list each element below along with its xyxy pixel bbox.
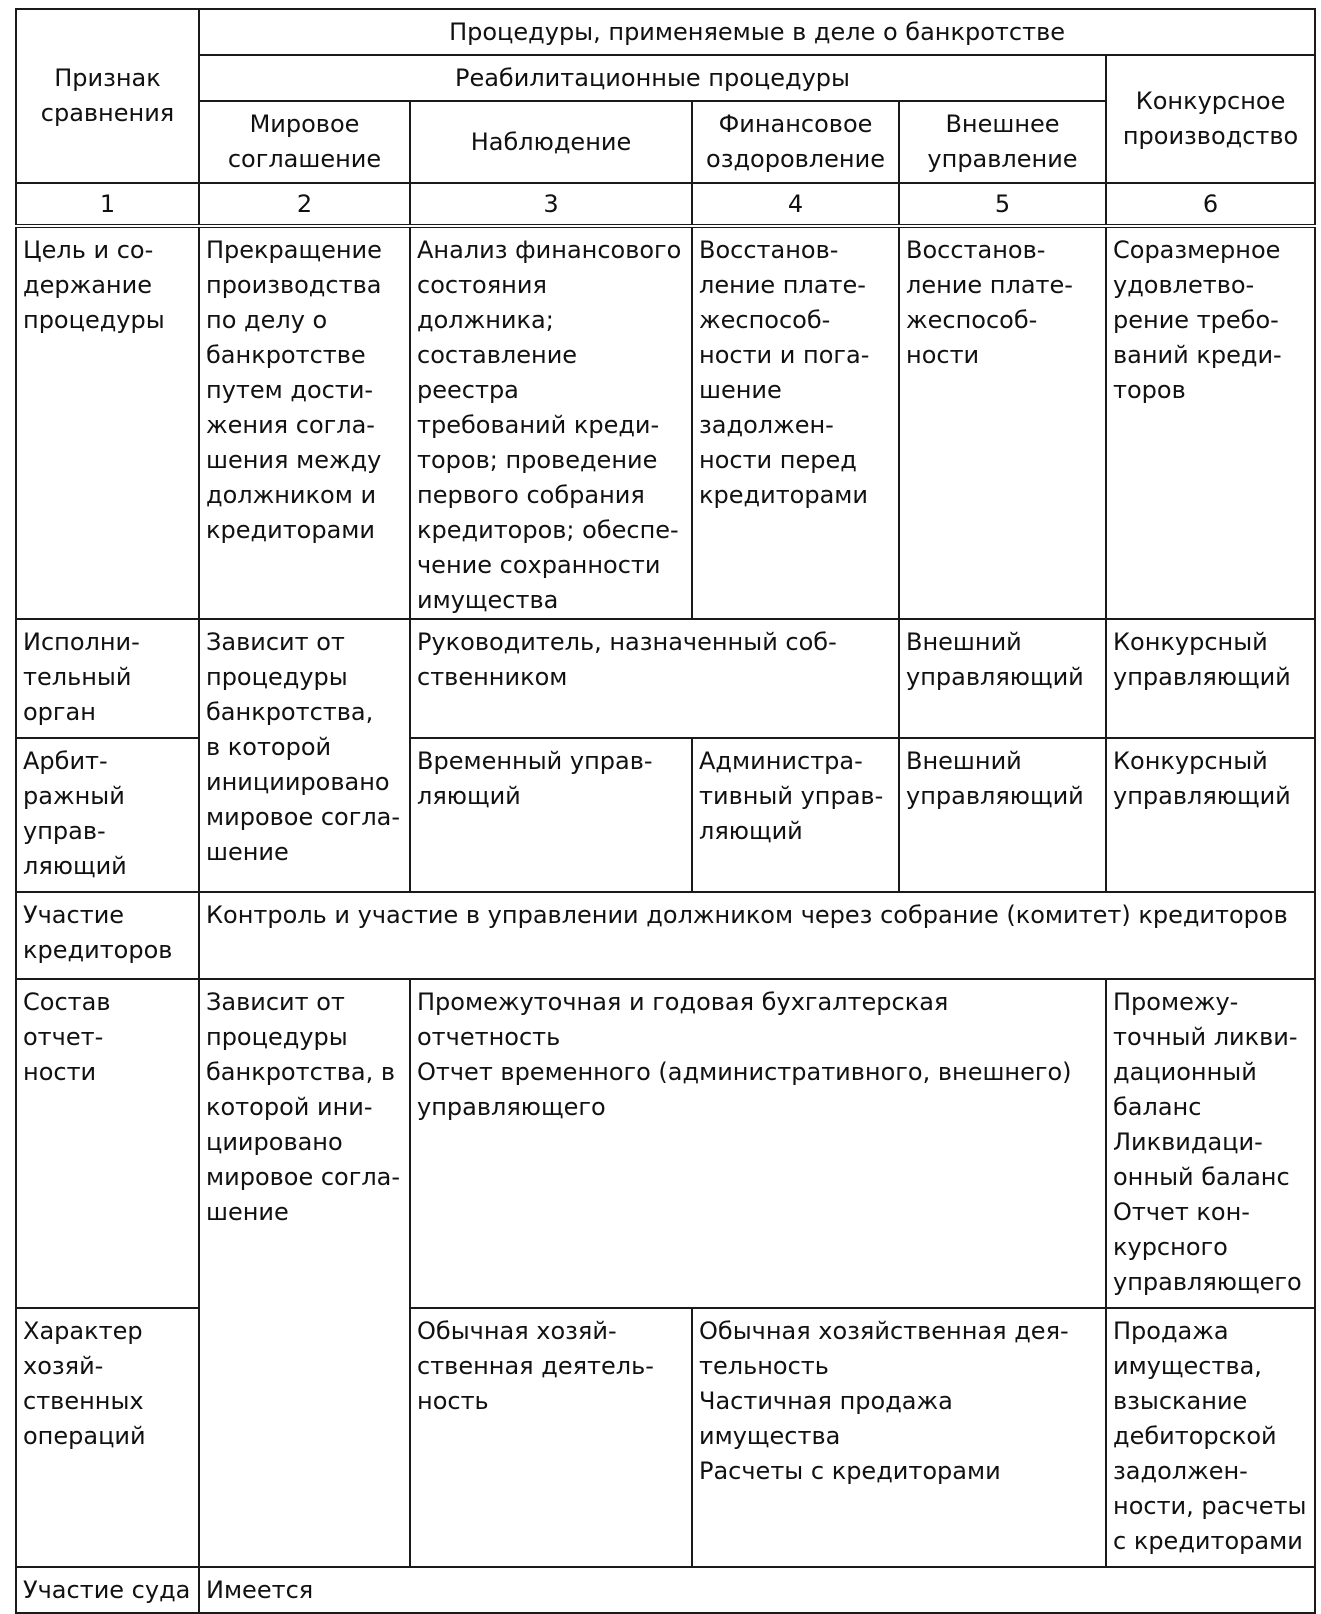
column-number: 1: [16, 183, 199, 226]
header-settlement: Мировое соглашение: [199, 101, 410, 183]
cell-goal-observation: Анализ финансового состояния должника; составление реестра требований креди- торов; проведение первого собрания кредиторов; обеспе- чение сохранности имущества: [410, 226, 692, 619]
cell-arbitration-recovery: Администра- тивный управ- ляющий: [692, 738, 899, 892]
header-rehabilitation: Реабилитационные процедуры: [199, 55, 1106, 101]
table-row: [16, 226, 1315, 619]
cell-operations-observation: Обычная хозяй- ственная деятель- ность: [410, 1308, 692, 1567]
row-label-operations: Характер хозяй- ственных операций: [16, 1308, 199, 1567]
table-row: [16, 892, 1315, 979]
row-label-reporting: Состав отчет- ности: [16, 979, 199, 1308]
table-row: [16, 1567, 1315, 1613]
cell-arbitration-observation: Временный управ- ляющий: [410, 738, 692, 892]
row-label-creditors: Участие кредиторов: [16, 892, 199, 979]
row-label-executive: Исполни- тельный орган: [16, 619, 199, 738]
header-recovery: Финансовое оздоровление: [692, 101, 899, 183]
table-row: [16, 979, 1315, 1308]
cell-operations-recovery-external: Обычная хозяйственная дея- тельность Частичная продажа имущества Расчеты с кредиторами: [692, 1308, 1106, 1567]
cell-executive-external: Внешний управляющий: [899, 619, 1106, 738]
cell-goal-external: Восстанов- ление плате- жеспособ- ности: [899, 226, 1106, 619]
cell-arbitration-external: Внешний управляющий: [899, 738, 1106, 892]
column-number: 4: [692, 183, 899, 226]
cell-executive-observation-recovery: Руководитель, назначенный соб- ственником: [410, 619, 899, 738]
cell-goal-bankruptcy: Соразмерное удовлетво- рение требо- ваний креди- торов: [1106, 226, 1315, 619]
cell-goal-settlement: Прекращение производства по делу о банкротстве путем дости- жения согла- шения между должником и кредиторами: [199, 226, 410, 619]
cell-reporting-rehabilitation: Промежуточная и годовая бухгалтерская отчетность Отчет временного (административного, внешнего) управляющего: [410, 979, 1106, 1308]
column-number: 6: [1106, 183, 1315, 226]
row-label-court: Участие суда: [16, 1567, 199, 1613]
header-observation: Наблюдение: [410, 101, 692, 183]
cell-operations-bankruptcy: Продажа имущества, взыскание дебиторской задолжен- ности, расчеты с кредиторами: [1106, 1308, 1315, 1567]
cell-reporting-settlement: Зависит от процедуры банкротства, в которой ини- циировано мировое согла- шение: [199, 979, 410, 1567]
column-number: 3: [410, 183, 692, 226]
bankruptcy-procedures-table: [15, 8, 1316, 1614]
row-label-goal: Цель и со- держание процедуры: [16, 226, 199, 619]
header-criterion: Признак сравнения: [16, 9, 199, 183]
cell-arbitration-bankruptcy: Конкурсный управляющий: [1106, 738, 1315, 892]
cell-executive-settlement: Зависит от процедуры банкротства, в которой инициировано мировое согла- шение: [199, 619, 410, 892]
row-label-arbitration: Арбит- ражный управ- ляющий: [16, 738, 199, 892]
header-bankruptcy: Конкурсное производство: [1106, 55, 1315, 183]
cell-court-value: Имеется: [199, 1567, 1315, 1613]
cell-creditors-value: Контроль и участие в управлении должником через собрание (комитет) кредиторов: [199, 892, 1315, 979]
cell-goal-recovery: Восстанов- ление плате- жеспособ- ности и пога- шение задолжен- ности перед кредиторами: [692, 226, 899, 619]
column-number: 5: [899, 183, 1106, 226]
cell-executive-bankruptcy: Конкурсный управляющий: [1106, 619, 1315, 738]
column-number: 2: [199, 183, 410, 226]
cell-reporting-bankruptcy: Промежу- точный ликви- дационный баланс Ликвидаци- онный баланс Отчет кон- курсного управляющего: [1106, 979, 1315, 1308]
header-procedures: Процедуры, применяемые в деле о банкротстве: [199, 9, 1315, 55]
header-external: Внешнее управление: [899, 101, 1106, 183]
table-row: [16, 619, 1315, 738]
